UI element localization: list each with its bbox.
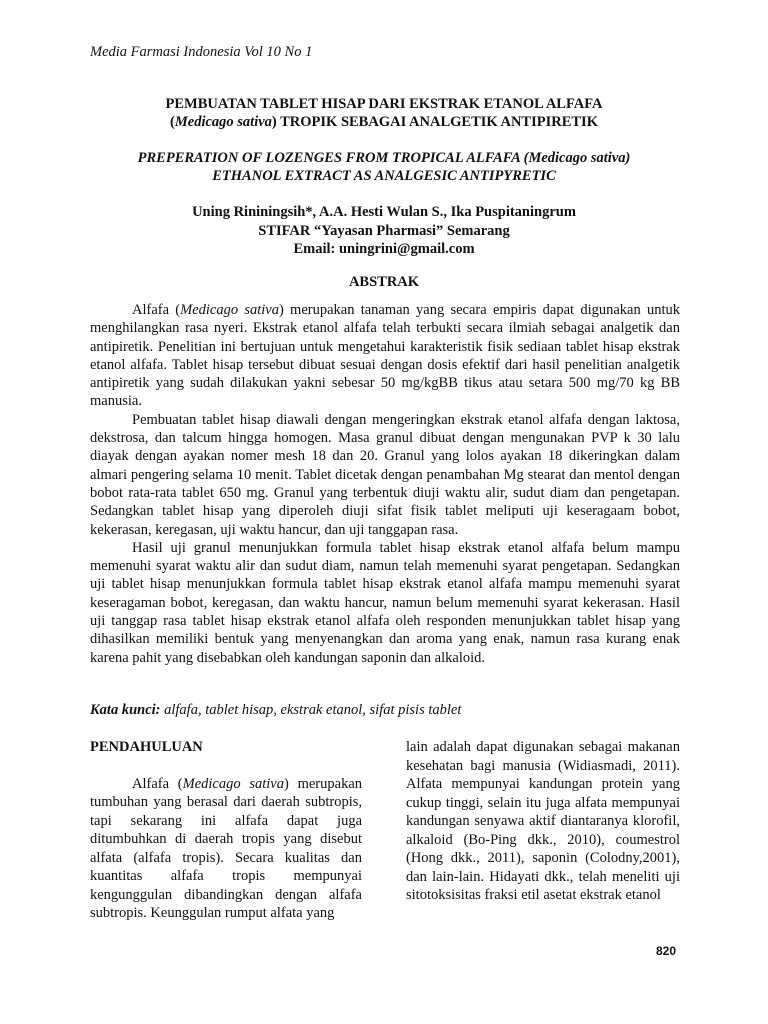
english-title-line-2: ETHANOL EXTRACT AS ANALGESIC ANTIPYRETIC <box>212 168 556 184</box>
intro-left-column <box>90 738 362 923</box>
page-number: 820 <box>656 944 677 958</box>
intro-right-column <box>406 738 680 905</box>
title-line-1: PEMBUATAN TABLET HISAP DARI EKSTRAK ETANOL ALFAFA <box>165 96 603 112</box>
species-name: Medicago sativa <box>182 775 284 792</box>
author-names: Uning Rininingsih*, A.A. Hesti Wulan S., Ika Puspitaningrum <box>192 204 576 220</box>
abstract-paragraph-3: Hasil uji granul menunjukkan formula tablet hisap ekstrak etanol alfafa belum mampu memenuhi syarat waktu alir dan sudut diam, namun telah memenuhi syarat pengetapan. Sedangkan uji tablet hisap menunjukkan formula tablet hisap ekstrak etanol alfafa mampu memenuhi syarat keseragaman bobot, keregasan, dan waktu hancur, namun belum memenuhi syarat kekerasan. Hasil uji tanggap rasa tablet hisap ekstrak etanol alfafa oleh responden menunjukkan tablet hisap yang dihasilkan memiliki bentuk yang menyenangkan dan aroma yang enak, namun rasa kurang enak karena pahit yang disebabkan oleh kandungan saponin dan alkaloid. <box>90 539 680 666</box>
english-title <box>60 149 708 185</box>
section-heading: PENDAHULUAN <box>90 739 203 755</box>
intro-paragraph-right: lain adalah dapat digunakan sebagai makanan kesehatan bagi manusia (Widiasmadi, 2011). Alfata mempunyai kandungan protein yang cukup tinggi, selain itu juga alfata mempunyai kandungan senyawa aktif diantaranya klorofil, alkaloid (Bo-Ping dkk., 2010), coumestrol (Hong dkk., 2011), saponin (Colodny,2001), dan lain-lain. Hidayati dkk., telah meneliti uji sitotoksisitas fraksi etil asetat ekstrak etanol <box>406 739 680 903</box>
abstract-body <box>90 301 680 667</box>
keywords-text: alfafa, tablet hisap, ekstrak etanol, sifat pisis tablet <box>160 702 462 718</box>
author-email: Email: uningrini@gmail.com <box>293 241 475 257</box>
species-name: Medicago sativa <box>174 114 272 130</box>
title-line-2: (Medicago sativa) TROPIK SEBAGAI ANALGETIK ANTIPIRETIK <box>170 114 598 130</box>
abstract-heading: ABSTRAK <box>348 274 420 290</box>
author-block <box>60 203 708 259</box>
keywords-label: Kata kunci: <box>90 702 161 718</box>
abstract-paragraph-2: Pembuatan tablet hisap diawali dengan mengeringkan ekstrak etanol alfafa dengan laktosa, dekstrosa, dan talcum hingga homogen. Masa granul dibuat dengan mengunakan PVP k 30 lalu diayak dengan ayakan nomer mesh 18 dan 20. Granul yang lolos ayakan 18 dikeringkan dalam almari pengering selama 10 menit. Tablet dicetak dengan penambahan Mg stearat dan mentol dengan bobot rata-rata tablet 650 mg. Granul yang terbentuk diuji waktu alir, sudut diam dan pengetapan. Sedangkan tablet hisap yang diperoleh diuji sifat fisik tablet meliputi uji keseragaam bobot, kekerasan, keregasan, uji waktu hancur, dan uji tanggapan rasa. <box>90 411 680 538</box>
paper-title <box>60 95 708 131</box>
author-affiliation: STIFAR “Yayasan Pharmasi” Semarang <box>258 222 510 239</box>
species-name: Medicago sativa <box>180 302 279 318</box>
intro-paragraph-left: Alfafa (Medicago sativa) merupakan tumbuhan yang berasal dari daerah subtropis, tapi sekarang ini alfafa dapat juga ditumbuhkan di daerah tropis yang disebut alfata (alfafa tropis). Secara kualitas dan kuantitas alfafa tropis mempunyai kengunggulan dibandingkan dengan alfafa subtropis. Keunggulan rumput alfata yang <box>90 775 362 921</box>
journal-header: Media Farmasi Indonesia Vol 10 No 1 <box>90 44 313 60</box>
abstract-paragraph-1: Alfafa (Medicago sativa) merupakan tanaman yang secara empiris dapat digunakan untuk menghilangkan rasa nyeri. Ekstrak etanol alfafa telah terbukti secara ilmiah sebagai analgetik dan antipiretik. Penelitian ini bertujuan untuk mengetahui karakteristik fisik sediaan tablet hisap ekstrak etanol alfafa. Tablet hisap tersebut dibuat sesuai dengan dosis efektif dari hasil penelitian analgetik antipiretik yang sudah dilakukan yakni sebesar 50 mg/kgBB tikus atau setara 500 mg/70 kg BB manusia. <box>90 302 680 410</box>
keywords <box>90 702 690 719</box>
english-title-line-1: PREPERATION OF LOZENGES FROM TROPICAL ALFAFA (Medicago sativa) <box>137 150 631 166</box>
